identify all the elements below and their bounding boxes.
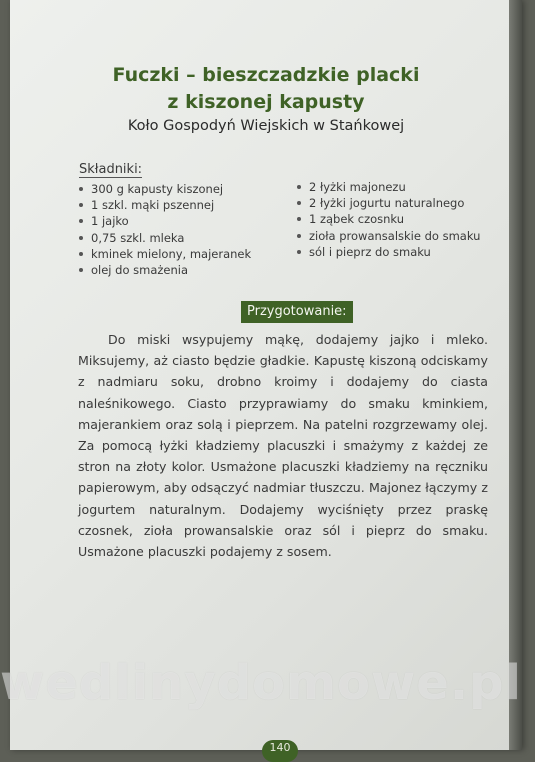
ingredient-item: 0,75 szkl. mleka bbox=[77, 230, 251, 246]
ingredient-item: 1 ząbek czosnku bbox=[295, 211, 480, 227]
preparation-text: Do miski wsypujemy mąkę, dodajemy jajko i mleko. Miksujemy, aż ciasto będzie gładkie. Kapustę kiszoną odciskamy z nadmiaru soku, drobno kroimy i dodajemy do ciasta naleśnikowego. Ciasto przyprawiamy do smaku kminkiem, majerankiem oraz solą i pieprzem. Na patelni rozgrzewamy olej. Za pomocą łyżki kładziemy placuszki i smażymy z każdej ze stron na złoty kolor. Usmażone placuszki kładziemy na ręczniku papierowym, aby odsączyć nadmiar tłuszczu. Majonez łączymy z jogurtem naturalnym. Dodajemy wyciśnięty przez praskę czosnek, zioła prowansalskie oraz sól i pieprz do smaku. Usmażone placuszki podajemy z sosem. bbox=[78, 332, 488, 560]
ingredient-item: sól i pieprz do smaku bbox=[295, 244, 480, 260]
book-page bbox=[10, 0, 522, 750]
ingredients-list-left bbox=[77, 181, 251, 278]
recipe-author: Koło Gospodyń Wiejskich w Stańkowej bbox=[127, 118, 405, 134]
ingredient-item: olej do smażenia bbox=[77, 262, 251, 278]
page-number: 140 bbox=[262, 740, 298, 762]
ingredients-list-right bbox=[295, 179, 480, 260]
ingredient-item: 2 łyżki jogurtu naturalnego bbox=[295, 195, 480, 211]
preparation-heading: Przygotowanie: bbox=[241, 301, 353, 323]
ingredient-item: zioła prowansalskie do smaku bbox=[295, 228, 480, 244]
ingredient-item: 300 g kapusty kiszonej bbox=[77, 181, 251, 197]
ingredient-item: 2 łyżki majonezu bbox=[295, 179, 480, 195]
recipe-title-line-2: z kiszonej kapusty bbox=[167, 91, 365, 113]
ingredient-item: 1 szkl. mąki pszennej bbox=[77, 197, 251, 213]
recipe-title-line-1: Fuczki – bieszczadzkie placki bbox=[112, 64, 420, 86]
ingredient-item: kminek mielony, majeranek bbox=[77, 246, 251, 262]
watermark: wedlinydomowe.pl bbox=[0, 655, 522, 711]
page-edge-shadow bbox=[509, 0, 522, 750]
ingredient-item: 1 jajko bbox=[77, 213, 251, 229]
recipe-title bbox=[10, 62, 522, 116]
ingredients-heading: Składniki: bbox=[79, 162, 143, 177]
